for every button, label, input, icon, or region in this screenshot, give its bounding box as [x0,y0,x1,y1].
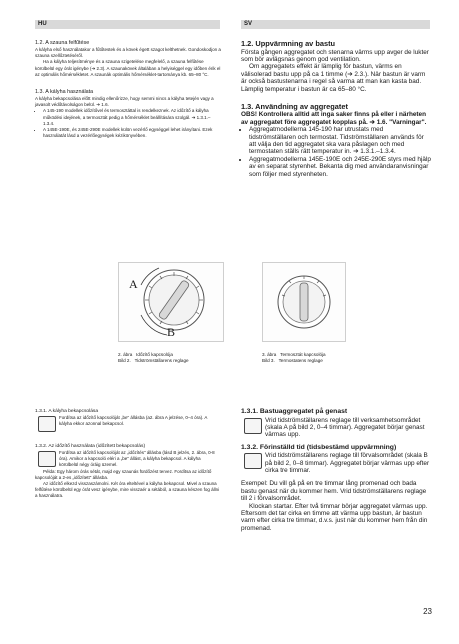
timer-preset-symbol-icon [244,453,262,469]
hu-section-1-3-list [35,108,221,139]
hu-section-1-3-1-heading: 1.3.1. A kályha bekapcsolása [35,409,99,414]
hu-section-1-2-heading: 1.2. A szauna felfűtése [35,40,90,46]
language-label-hu: HU [38,21,47,27]
sv-section-1-3-1-para: Vrid tidströmställarens reglage till verksamhetsområdet (skala A på bild 2, 0–4 timmar). Aggregatet börjar genast värmas upp. [265,416,425,439]
language-label-sv: SV [244,21,253,27]
hu-section-1-2-para-2: Ha a kályha teljesítménye és a szauna szigetelése megfelelő, a szauna felfűtése körülbelül egy órát igénybe (➔ 2.3). A szaunakövek általában a helyiséggel egy időben érik el az optimális hőmérsékletet. A szaunák optimális hőmérséklet-tartománya kb. 65–80 °C. [35,59,221,77]
figure-3-title-hu: Termosztát kapcsolója [280,352,326,357]
hu-section-1-3-para: A kályha bekapcsolása előtt mindig ellenőrizze, hogy semmi nincs a kályha tetején vagy a javasolt védőtávolságon belül. ➔ 1.6. [35,96,214,108]
hu-column-top [35,40,221,139]
sv-list-item: • Aggregatmodellerna 145E-190E och 245E-290E styrs med hjälp av en separat styrenhet. Bekanta dig med användaranvisningar som följer med styrenheten. [249,156,431,178]
sv-section-1-2-heading: 1.2. Uppvärmning av bastu [241,39,336,48]
sv-section-1-3-heading: 1.3. Användning av aggregatet [241,101,348,111]
figure-2-number-sv: Bild 2. [118,357,131,363]
figure-2-timer-knob [118,262,224,342]
page-number: 23 [423,607,432,616]
sv-section-1-3-2-para-1: Vrid tidströmställarens reglage till förvalsområdet (skala B på bild 2, 0–8 timmar). Aggregatet börjar värmas upp efter cirka tre timmar. [265,452,430,475]
figure-2-title-hu: Időzítő kapcsolója [136,352,173,357]
timer-symbol-icon [38,416,56,432]
figure-3-thermostat-knob [262,262,346,342]
figure-3-number-sv: Bild 3. [262,357,275,363]
sv-section-1-3-1-heading: 1.3.1. Bastuaggregatet på genast [241,408,348,415]
hu-section-1-3-heading: 1.3. A kályha használata [35,89,94,96]
hu-section-1-3-2-para-2: Példa: Egy három órás sétát, majd egy szaunás fürdőzést tervez. Fordítsa az időzítő kapcsolóját a 2-es „időzített" állásba. [35,468,212,480]
hu-section-1-3-1-para: Fordítsa az időzítő kapcsolóját „be" állásba (a2. ábra A jelzése, 0–4 óra). A kályha ekkor azonnal bekapcsol. [59,415,208,427]
timer-preset-symbol-icon [38,451,56,467]
timer-symbol-icon [244,418,262,434]
figure-2-caption [118,352,228,364]
scale-a-label: A [129,277,138,291]
sv-section-1-3-2-para-2: Exempel: Du vill gå på en tre timmar lång promenad och bada bastu genast när du kommer hem. Vrid tidströmställarens reglage till 2 i förvalsområdet. [241,480,427,503]
sv-column-top [241,40,431,178]
hu-column-bottom [35,408,221,500]
sv-list-item: • Aggregatmodellerna 145-190 har utrustats med tidströmställaren och termostat. Tidströmställaren används för att välja den tid aggregatet ska vara påslagen och med termostaten ställs rätt temperatur in. ➔ 1.3.1.–1.3.4. [249,126,431,156]
figure-2-number-hu: 2. ábra [118,352,133,357]
figure-2-title-sv: Tidströmställarens reglage [134,357,189,363]
figure-3-caption [262,352,372,364]
sv-section-1-3-list [241,126,431,178]
sv-section-1-2-para-1: Första gången aggregatet och stenarna värms upp avger de lukter som bör avlägsnas genom god ventilation. [241,48,429,63]
hu-list-item: • A 145-190 modellek időzítővel és termosztáttal is rendelkeznek. Az időzítő a kályha működési idejének, a termosztát pedig a hőmérséklet beállítására szolgál. ➔ 1.3.1.–1.3.4. [43,108,221,127]
sv-column-bottom [241,408,431,532]
hu-section-1-3-2-para-1: Fordítsa az időzítő kapcsolóját az „időzítés" állásba (lásd B jelzés, 2. ábra, 0-8 óra). Amikor a kapcsoló eléri a „be" állást, a kályha bekapcsol. A kályha körülbelül négy óráig üzemel. [59,450,215,468]
figure-3-title-sv: Termostatens reglage [278,357,323,363]
hu-section-1-2-para-1: A kályha első használatakor a fűtőtestek és a kövek égett szagot kelthetnek. Gondoskodjon a szauna szellőztetéséről. [35,47,221,59]
hu-list-item: • A 145E-190E, és 245E-290E modellek külön vezérlő egységgel lehet irányítani. Ezek használatát lásd a vezérlőegységek kézikönyvében. [43,127,221,139]
sv-section-1-2-para-2: Om aggregatets effekt är lämplig för bastun, värms en välisolerad bastu upp på ca 1 timme (➔ 2.3.). När bastun är varm är också bastustenarna i regel så varma att man kan kasta bad. Lämplig temperatur i bastun är ca 65–80 °C. [241,63,426,93]
thermostat-knob-illustration [263,263,345,341]
language-tag-hu [35,20,220,29]
figure-3-number-hu: 3. ábra [262,352,277,357]
scale-b-label: B [167,325,176,339]
sv-section-1-3-2-para-3: Klockan startar. Efter två timmar börjar aggregatet värmas upp. Eftersom det tar cirka en timme att värma upp bastun, är bastun varm efter cirka tre timmar, d.v.s. just när du kommer hem från din promenad. [241,502,428,532]
hu-section-1-3-2-para-3: Az időzítő elkezd visszaszámolni. Két óra elteltével a kályha bekapcsol. Mivel a szauna felfűtése körülbelül egy órát vesz igénybe, mire visszaér a sétából, a szauna készen fog állni a használatra. [35,481,220,499]
language-tag-sv [241,20,430,29]
hu-section-1-3-2-heading: 1.3.2. Az időzítő használata (időzített bekapcsolás) [35,444,146,449]
sv-warning-text: OBS! Kontrollera alltid att inga saker finns på eller i närheten av aggregatet före aggregatet kopplas på. ➔ 1.6. "Varningar". [241,111,427,126]
sv-section-1-3-2-heading: 1.3.2. Förinställd tid (tidsbestämd uppvärmning) [241,443,397,451]
